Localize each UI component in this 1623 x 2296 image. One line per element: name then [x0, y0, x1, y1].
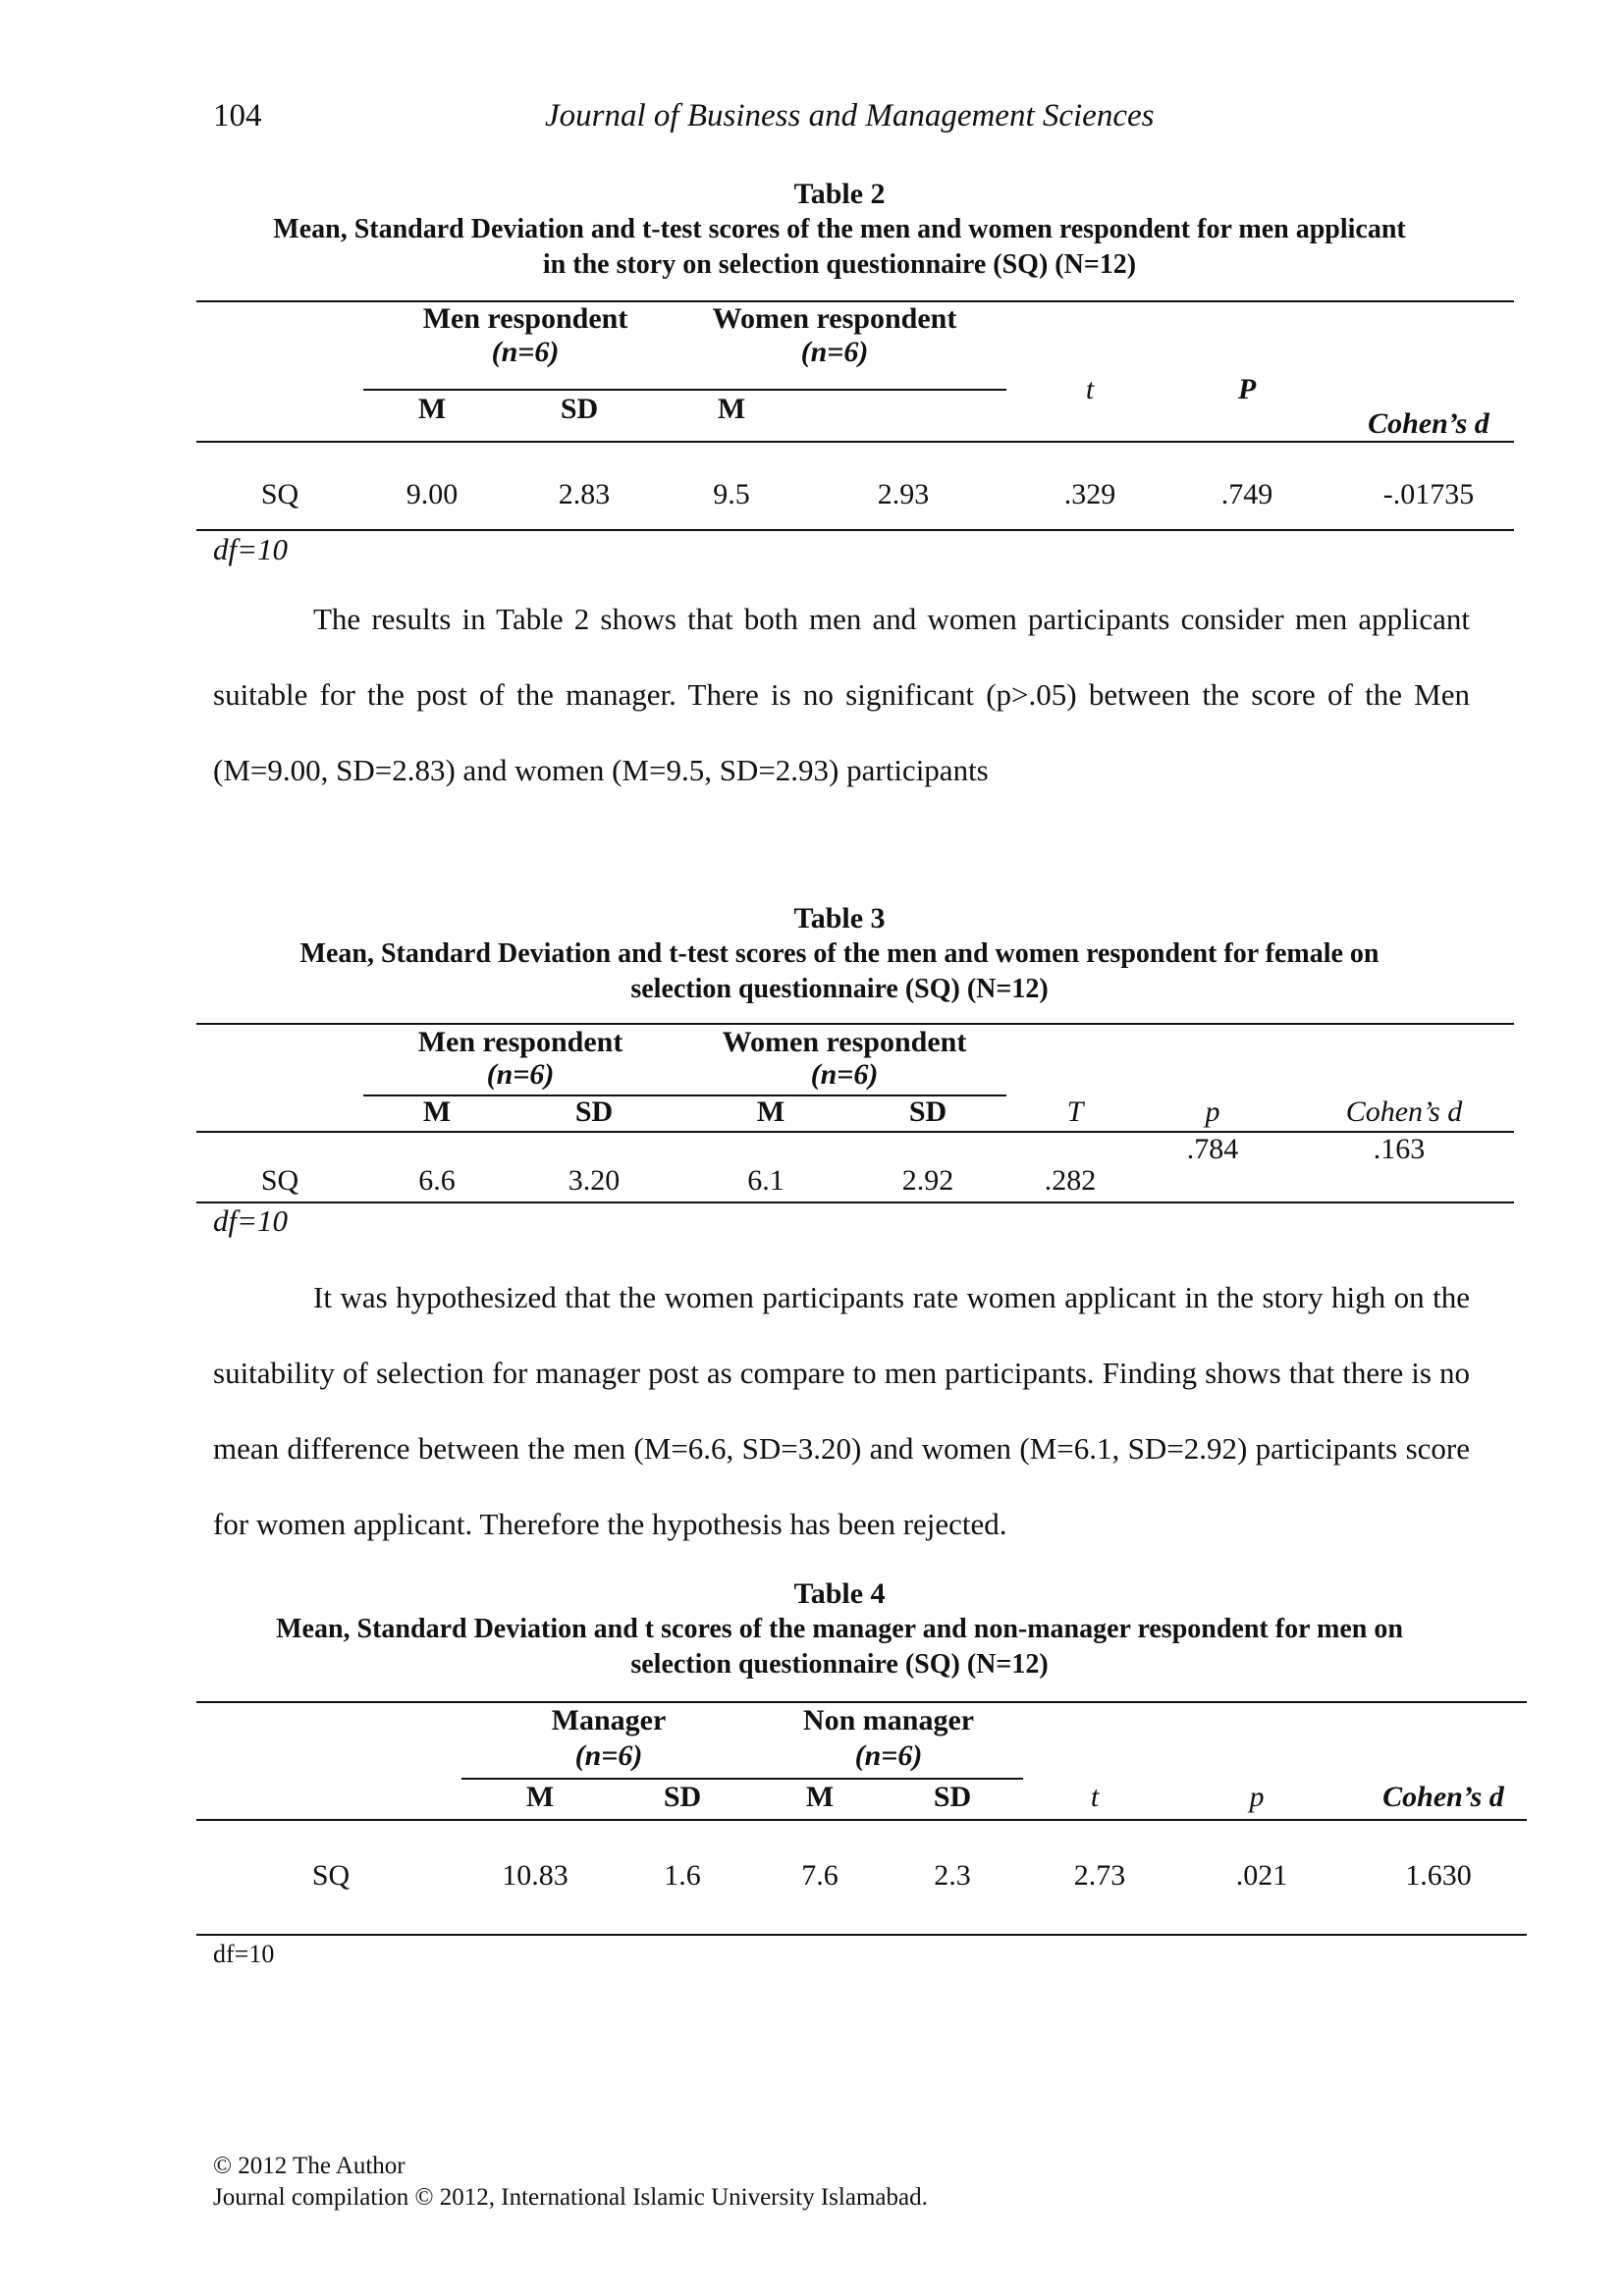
table3-cell-sd1: 3.20	[568, 1164, 621, 1197]
table4-col-sd2: SD	[933, 1781, 972, 1813]
paragraph-2: It was hypothesized that the women participants rate women applicant in the story high on the suitability of selection for manager post as compare to men participants. Finding shows that there is no mean difference between the men (M=6.6, SD=3.20) and women (M=6.1, SD=2.92) participants score for women applicant. Therefore the hypothesis has been rejected.	[213, 1280, 1470, 1541]
table3-col-m2: M	[756, 1095, 785, 1128]
table2-group1-header: Men respondent	[422, 302, 628, 335]
table2-caption-line1: Mean, Standard Deviation and t-test scores of the men and women respondent for men applicant	[273, 214, 1406, 244]
table4-cell-t: 2.73	[1073, 1859, 1126, 1892]
table2-df-note: df=10	[213, 532, 289, 566]
table3-cell-m2: 6.1	[747, 1164, 784, 1197]
table4-col-p: p	[1249, 1781, 1265, 1813]
table4-group-rule	[461, 1778, 1023, 1780]
table2-row-label: SQ	[260, 478, 299, 510]
page-number: 104	[213, 98, 262, 133]
table4-col-t: t	[1090, 1781, 1100, 1813]
table4-group1-n: (n=6)	[574, 1739, 643, 1772]
table4-caption-line1: Mean, Standard Deviation and t scores of the manager and non-manager respondent for men on	[276, 1614, 1403, 1644]
table3-cell-m1: 6.6	[418, 1164, 456, 1197]
table2-col-p: P	[1237, 373, 1257, 405]
table3-caption-line1: Mean, Standard Deviation and t-test scores of the men and women respondent for female on	[299, 938, 1380, 969]
paragraph-1: The results in Table 2 shows that both men and women participants consider men applicant suitable for the post of the manager. There is no significant (p>.05) between the score of the Men (M=9.00, SD=2.83) and women (M=9.5, SD=2.93) participants	[213, 602, 1470, 787]
table4-cell-p: .021	[1235, 1859, 1288, 1892]
table3-top-rule	[196, 1023, 1514, 1025]
table4-bottom-rule	[196, 1934, 1527, 1936]
table2-group2-n: (n=6)	[800, 336, 869, 368]
table2-cell-sd1: 2.83	[558, 478, 611, 510]
table4-group1-header: Manager	[551, 1704, 667, 1736]
table4-cell-m1: 10.83	[502, 1859, 568, 1892]
table2-title: Table 2	[793, 178, 886, 210]
table3-bottom-rule	[196, 1201, 1514, 1203]
table2-col-m1: M	[417, 393, 447, 425]
table4-cell-sd2: 2.3	[934, 1859, 971, 1892]
table3-group2-header: Women respondent	[722, 1026, 967, 1058]
table4-col-m2: M	[805, 1781, 835, 1813]
table2-caption-line2: in the story on selection questionnaire (SQ) (N=12)	[542, 249, 1137, 280]
footer-journal-compilation: Journal compilation © 2012, International Islamic University Islamabad.	[213, 2184, 928, 2211]
table2-cell-t: .329	[1063, 478, 1116, 510]
table3-col-sd1: SD	[574, 1095, 614, 1128]
table3-header-rule	[196, 1131, 1514, 1133]
table4-title: Table 4	[793, 1577, 886, 1610]
table4-row-label: SQ	[311, 1859, 351, 1892]
table2-cell-m1: 9.00	[406, 478, 459, 510]
table3-caption-line2: selection questionnaire (SQ) (N=12)	[630, 974, 1049, 1004]
journal-title: Journal of Business and Management Sciences	[545, 98, 1155, 133]
footer-copyright: © 2012 The Author	[213, 2153, 406, 2179]
table3-group1-n: (n=6)	[486, 1058, 555, 1091]
table4-col-sd1: SD	[663, 1781, 702, 1813]
table3-cell-cohens-d: .163	[1373, 1133, 1426, 1165]
table4-group2-n: (n=6)	[854, 1739, 923, 1772]
table3-cell-t: .282	[1044, 1164, 1097, 1197]
table2-cell-p: .749	[1220, 478, 1273, 510]
table2-group2-header: Women respondent	[712, 302, 957, 335]
table2-col-m2: M	[717, 393, 746, 425]
table4-top-rule	[196, 1701, 1527, 1703]
table3-col-p: p	[1205, 1095, 1220, 1128]
table3-group1-header: Men respondent	[417, 1026, 623, 1058]
table3-group2-n: (n=6)	[810, 1058, 879, 1091]
table3-cell-p: .784	[1186, 1133, 1239, 1165]
table3-col-sd2: SD	[908, 1095, 947, 1128]
table3-col-t: T	[1066, 1095, 1084, 1128]
table4-cell-cohens-d: 1.630	[1405, 1859, 1472, 1892]
table2-cell-m2: 9.5	[713, 478, 750, 510]
table2-col-cohens-d: Cohen’s d	[1368, 407, 1489, 440]
table2-col-sd1: SD	[560, 393, 599, 425]
table2-group1-n: (n=6)	[491, 336, 560, 368]
table4-df-note: df=10	[213, 1940, 275, 1968]
table2-bottom-rule	[196, 529, 1514, 531]
table4-caption-line2: selection questionnaire (SQ) (N=12)	[630, 1649, 1049, 1680]
table3-col-m1: M	[422, 1095, 452, 1128]
table2-cell-cohens-d: -.01735	[1382, 478, 1475, 510]
table2-header-rule	[196, 441, 1514, 443]
table2-group-rule	[363, 389, 1006, 391]
table4-col-cohens-d: Cohen’s d	[1382, 1781, 1504, 1813]
table3-df-note: df=10	[213, 1203, 289, 1238]
table2-col-t: t	[1085, 373, 1095, 405]
table3-row-label: SQ	[260, 1164, 299, 1197]
table3-col-cohens-d: Cohen’s d	[1345, 1095, 1463, 1128]
table4-group2-header: Non manager	[802, 1704, 975, 1736]
table2-cell-sd2: 2.93	[877, 478, 930, 510]
table3-title: Table 3	[793, 902, 886, 934]
table4-cell-sd1: 1.6	[664, 1859, 701, 1892]
table4-cell-m2: 7.6	[801, 1859, 839, 1892]
table3-cell-sd2: 2.92	[901, 1164, 954, 1197]
table4-header-rule	[196, 1819, 1527, 1821]
table4-col-m1: M	[525, 1781, 555, 1813]
